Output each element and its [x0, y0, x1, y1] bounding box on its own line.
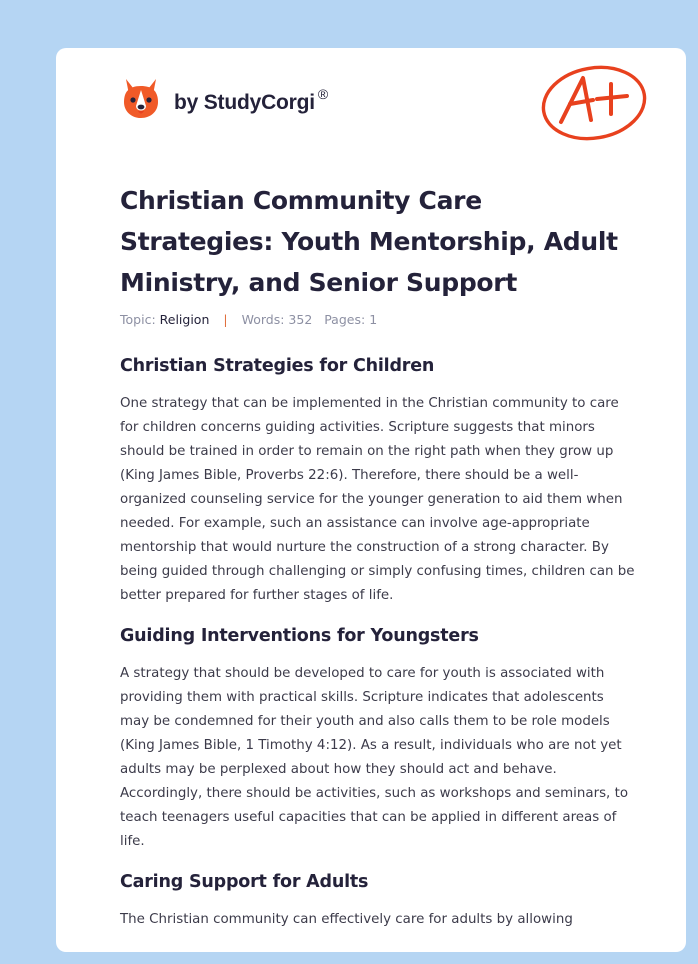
brand-logo[interactable] — [122, 76, 328, 120]
grade-badge — [539, 60, 651, 148]
words-label: Words: — [241, 312, 285, 327]
topic-label: Topic: — [120, 312, 156, 327]
a-plus-grade-icon — [539, 60, 651, 144]
section-body-children: One strategy that can be implemented in the Christian community to care for children concerns guiding activities. Scripture suggests that minors should be trained in order to remain on the right path when they grow up (King James Bible, Proverbs 22:6). Therefore, there should be a well-organized counseling service for the younger generation to aid them when needed. For example, such an assistance can involve age-appropriate mentorship that would nurture the construction of a strong character. By being guided through challenging or simply confusing times, children can be better prepared for further stages of life. — [120, 396, 635, 603]
section-heading-children: Christian Strategies for Children — [120, 356, 435, 376]
corgi-icon — [122, 76, 160, 120]
section-body-adults: The Christian community can effectively care for adults by allowing — [120, 912, 573, 927]
words-value: 352 — [288, 312, 313, 327]
topic-value[interactable]: Religion — [159, 312, 210, 327]
section-heading-youngsters: Guiding Interventions for Youngsters — [120, 626, 479, 646]
section-heading-adults: Caring Support for Adults — [120, 872, 369, 892]
pages-value: 1 — [369, 312, 378, 327]
pages-label: Pages: — [324, 312, 366, 327]
registered-mark: ® — [317, 85, 329, 102]
article-meta — [120, 312, 377, 327]
article-title: Christian Community Care Strategies: Youth Mentorship, Adult Ministry, and Senior Support — [120, 186, 618, 297]
brand-name: by StudyCorgi ® — [174, 85, 329, 114]
document-page — [56, 48, 686, 952]
section-body-youngsters: A strategy that should be developed to care for youth is associated with providing them with practical skills. Scripture indicates that adolescents may be condemned for their youth and also calls them to be role models (King James Bible, 1 Timothy 4:12). As a result, individuals who are not yet adults may be perplexed about how they should act and behave. Accordingly, there should be activities, such as workshops and seminars, to teach teenagers useful capacities that can be applied in different areas of life. — [120, 666, 629, 849]
meta-separator: | — [223, 312, 228, 327]
